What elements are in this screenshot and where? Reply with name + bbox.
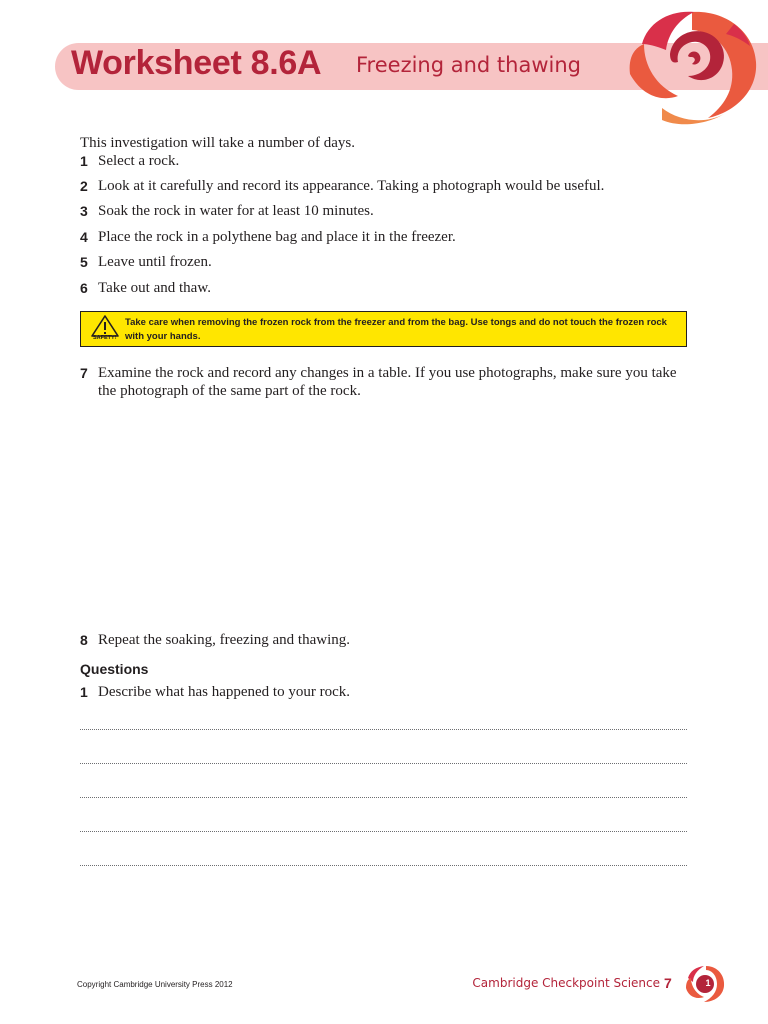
safety-warning-box	[80, 311, 687, 347]
step-2	[80, 177, 678, 195]
step-4	[80, 228, 678, 246]
step-3	[80, 202, 678, 220]
step-1	[80, 152, 678, 170]
step-number: 2	[80, 178, 88, 194]
intro-text: This investigation will take a number of days.	[80, 135, 355, 151]
questions-heading: Questions	[80, 661, 149, 677]
cambridge-swirl-logo-icon	[622, 4, 764, 126]
step-text: Take out and thaw.	[98, 280, 211, 296]
safety-label: SAFETY!	[93, 335, 117, 341]
copyright-notice: Copyright Cambridge University Press 2012	[77, 980, 233, 989]
step-number: 4	[80, 229, 88, 245]
answer-line[interactable]	[80, 763, 687, 764]
series-name: Cambridge Checkpoint Science	[472, 976, 660, 990]
answer-line[interactable]	[80, 831, 687, 832]
warning-triangle-icon	[90, 314, 120, 346]
step-number: 8	[80, 632, 88, 648]
step-6	[80, 279, 678, 297]
step-8	[80, 631, 678, 649]
page-number: 1	[705, 978, 711, 988]
answer-line[interactable]	[80, 865, 687, 866]
step-5	[80, 253, 678, 271]
answer-line[interactable]	[80, 797, 687, 798]
question-number: 1	[80, 684, 88, 700]
series-level: 7	[664, 975, 672, 991]
step-text: Examine the rock and record any changes in a table. If you use photographs, make sure you take the photograph of the same part of the rock.	[98, 365, 677, 399]
step-text: Place the rock in a polythene bag and place it in the freezer.	[98, 229, 456, 245]
step-number: 7	[80, 365, 88, 381]
step-number: 5	[80, 254, 88, 270]
worksheet-title: Worksheet 8.6A	[71, 44, 322, 82]
step-text: Soak the rock in water for at least 10 minutes.	[98, 203, 374, 219]
step-number: 3	[80, 203, 88, 219]
safety-text: Take care when removing the frozen rock from the freezer and from the bag. Use tongs and do not touch the frozen rock with your hands.	[125, 317, 667, 342]
step-text: Select a rock.	[98, 153, 180, 169]
answer-line[interactable]	[80, 729, 687, 730]
worksheet-subtitle: Freezing and thawing	[356, 53, 581, 77]
step-number: 1	[80, 153, 88, 169]
step-text: Leave until frozen.	[98, 254, 212, 270]
step-text: Look at it carefully and record its appearance. Taking a photograph would be useful.	[98, 178, 605, 194]
step-7	[80, 364, 678, 400]
question-text: Describe what has happened to your rock.	[98, 684, 350, 700]
question-1	[80, 683, 678, 701]
step-text: Repeat the soaking, freezing and thawing.	[98, 632, 350, 648]
step-number: 6	[80, 280, 88, 296]
